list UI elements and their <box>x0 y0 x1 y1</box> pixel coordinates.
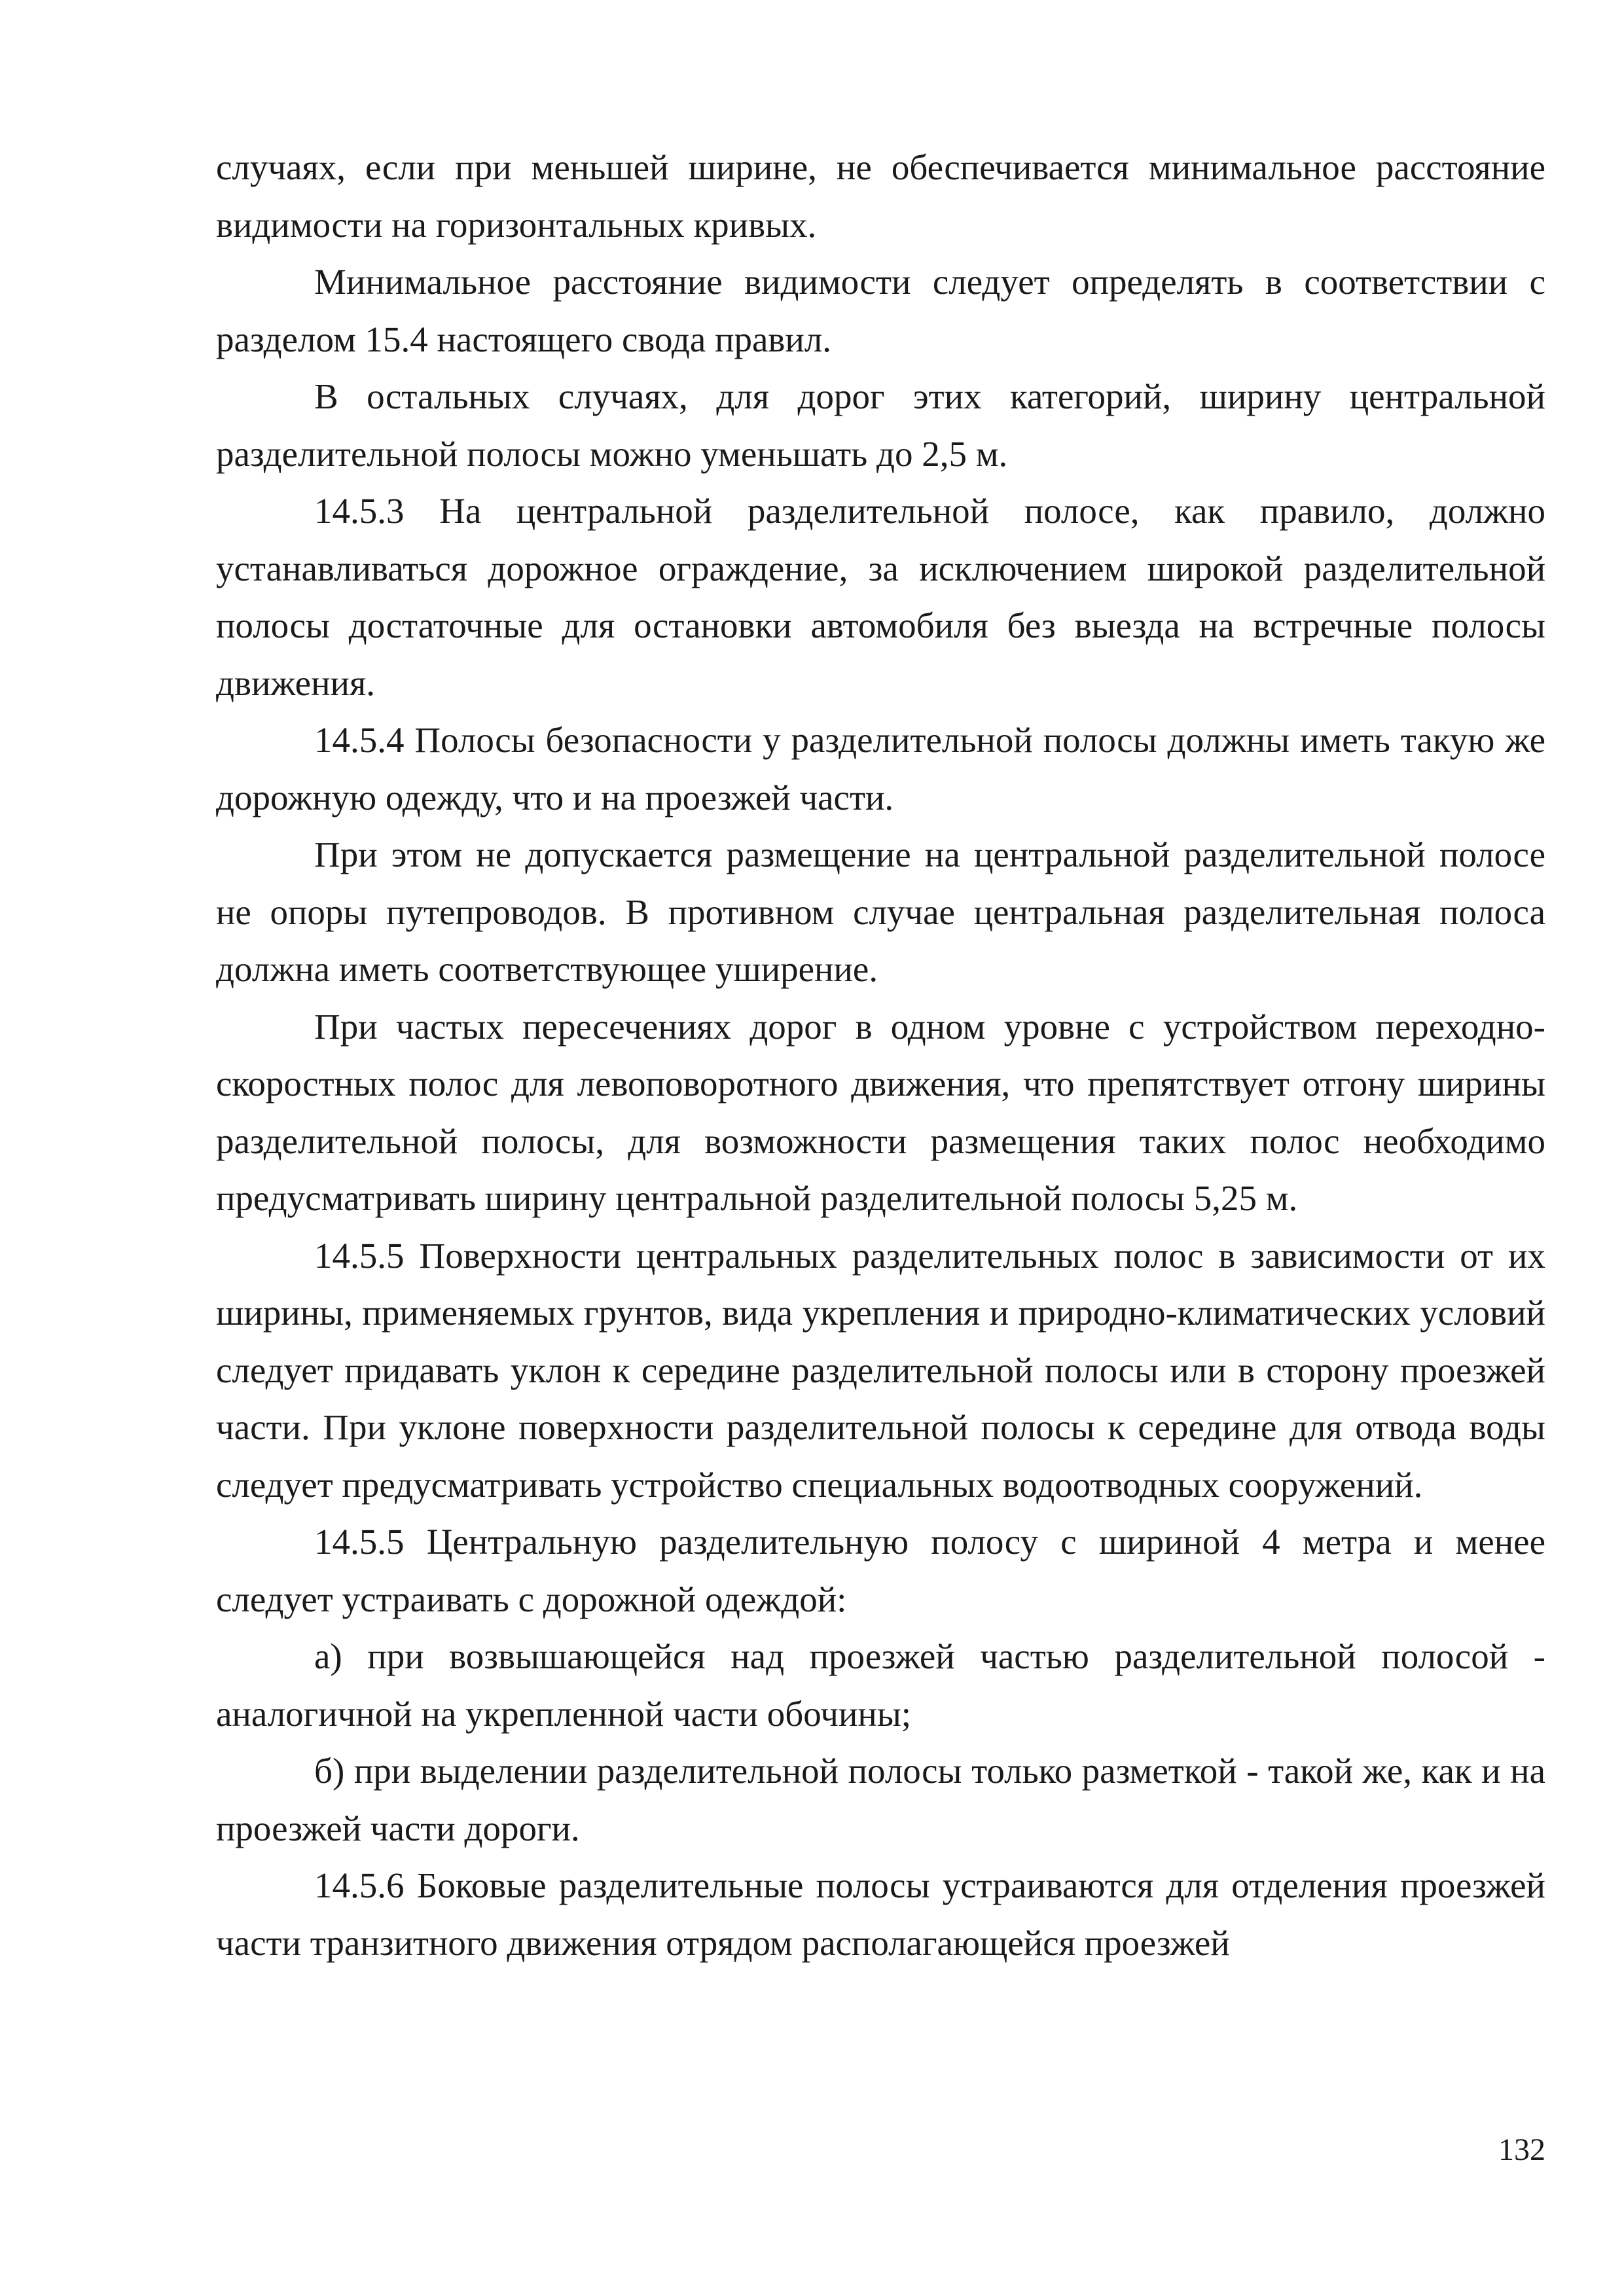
paragraph-14-5-3: 14.5.3 На центральной разделительной полосе, как правило, должно устанавливаться дорожное ограждение, за исключением широкой разделительной полосы достаточные для остановки автомобиля без выезда на встречные полосы движения. <box>216 491 1545 703</box>
paragraph: Минимальное расстояние видимости следует определять в соответствии с разделом 15.4 настоящего свода правил. <box>216 262 1545 359</box>
list-item-b: б) при выделении разделительной полосы только разметкой - такой же, как и на проезжей части дороги. <box>216 1751 1545 1848</box>
paragraph: В остальных случаях, для дорог этих категорий, ширину центральной разделительной полосы можно уменьшать до 2,5 м. <box>216 376 1545 474</box>
paragraph-continuation: случаях, если при меньшей ширине, не обеспечивается минимальное расстояние видимости на горизонтальных кривых. <box>216 147 1545 245</box>
paragraph-14-5-5-second: 14.5.5 Центральную разделительную полосу с шириной 4 метра и менее следует устраивать с дорожной одеждой: <box>216 1522 1545 1619</box>
paragraph: При этом не допускается размещение на центральной разделительной полосе не опоры путепроводов. В противном случае центральная разделительная полоса должна иметь соответствующее уширение. <box>216 834 1545 989</box>
paragraph-14-5-6: 14.5.6 Боковые разделительные полосы устраиваются для отделения проезжей части транзитного движения отрядом располагающейся проезжей <box>216 1865 1545 1963</box>
paragraph-14-5-5: 14.5.5 Поверхности центральных разделительных полос в зависимости от их ширины, применяемых грунтов, вида укрепления и природно-климатических условий следует придавать уклон к середине разделительной полосы или в сторону проезжей части. При уклоне поверхности разделительной полосы к середине для отвода воды следует предусматривать устройство специальных водоотводных сооружений. <box>216 1235 1545 1505</box>
paragraph: При частых пересечениях дорог в одном уровне с устройством переходно-скоростных полос для левоповоротного движения, что препятствует отгону ширины разделительной полосы, для возможности размещения таких полос необходимо предусматривать ширину центральной разделительной полосы 5,25 м. <box>216 1006 1545 1218</box>
page-number: 132 <box>1498 2132 1545 2167</box>
paragraph-14-5-4: 14.5.4 Полосы безопасности у разделительной полосы должны иметь такую же дорожную одежду, что и на проезжей части. <box>216 720 1545 817</box>
body-text <box>216 139 1545 1971</box>
list-item-a: а) при возвышающейся над проезжей частью разделительной полосой - аналогичной на укрепленной части обочины; <box>216 1636 1545 1734</box>
